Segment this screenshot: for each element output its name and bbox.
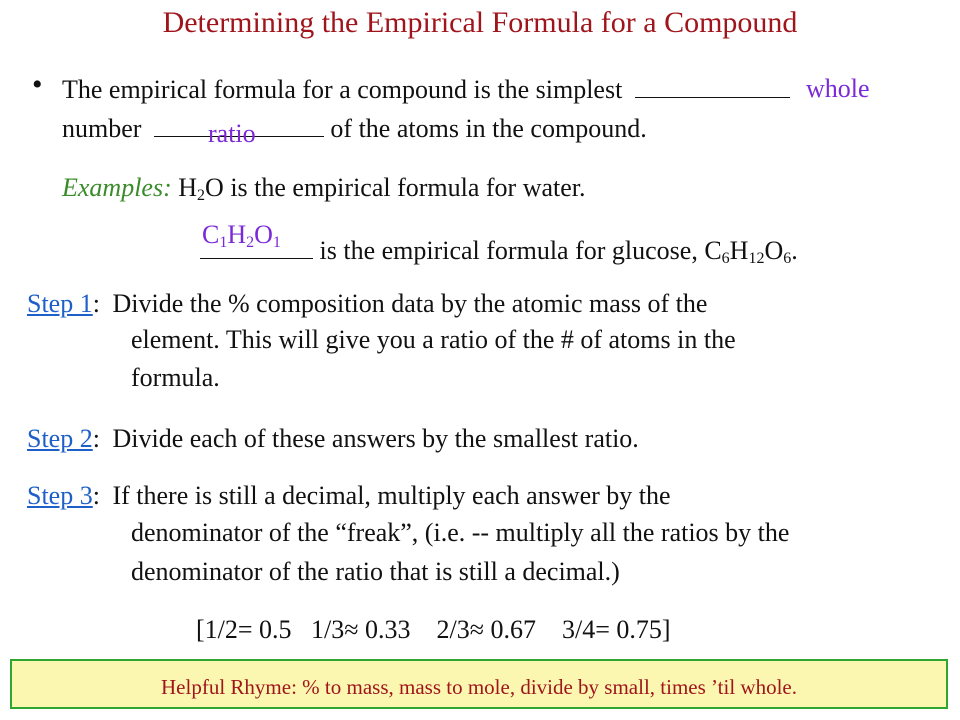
fraction-decimals: [1/2= 0.5 1/3≈ 0.33 2/3≈ 0.67 3/4= 0.75] (196, 615, 671, 644)
step-2-line (27, 424, 639, 454)
step-3-link[interactable]: Step 3 (27, 481, 93, 510)
examples-label: Examples: (62, 173, 172, 202)
step-2-colon: : (92, 424, 100, 453)
intro-text-2: number (62, 114, 142, 143)
step-3-text-1: If there is still a decimal, multiply each answer by the (112, 481, 671, 510)
bullet-icon: • (32, 68, 43, 101)
step-3-text-3: denominator of the ratio that is still a decimal.) (131, 557, 620, 586)
helpful-rhyme: Helpful Rhyme: % to mass, mass to mole, divide by small, times ’til whole. (161, 675, 797, 699)
step-2-text: Divide each of these answers by the smallest ratio. (112, 424, 639, 453)
step-1-colon: : (92, 289, 100, 318)
step-1-text-1: Divide the % composition data by the atomic mass of the (112, 289, 708, 318)
intro-line-1 (62, 75, 790, 105)
fill-ratio: ratio (208, 119, 256, 148)
step-3-line-1 (27, 481, 671, 511)
step-1-text-2: element. This will give you a ratio of the # of atoms in the (131, 325, 736, 354)
step-2-link[interactable]: Step 2 (27, 424, 93, 453)
fill-whole: whole (806, 74, 870, 103)
step-3-colon: : (92, 481, 100, 510)
glucose-line (200, 236, 798, 266)
water-formula: $H_2O$ (178, 173, 224, 204)
examples-line (62, 173, 586, 203)
blank-glucose (200, 257, 313, 259)
blank-whole (635, 96, 790, 98)
step-1-link[interactable]: Step 1 (27, 289, 93, 318)
glucose-text: is the empirical formula for glucose, (319, 236, 698, 265)
glucose-formula: $C_6H_{12}O_6$. (704, 236, 798, 267)
fill-glucose-empirical: $C_1H_2O_1$ (202, 220, 281, 251)
water-text: is the empirical formula for water. (230, 173, 586, 202)
step-3-text-2: denominator of the “freak”, (i.e. -- multiply all the ratios by the (131, 518, 790, 547)
slide-title: Determining the Empirical Formula for a Compound (162, 6, 798, 39)
intro-line-2 (62, 114, 647, 144)
intro-text-1: The empirical formula for a compound is the simplest (62, 75, 623, 104)
step-1-text-3: formula. (131, 363, 220, 392)
intro-text-3: of the atoms in the compound. (330, 114, 647, 143)
step-1-line-1 (27, 289, 707, 319)
